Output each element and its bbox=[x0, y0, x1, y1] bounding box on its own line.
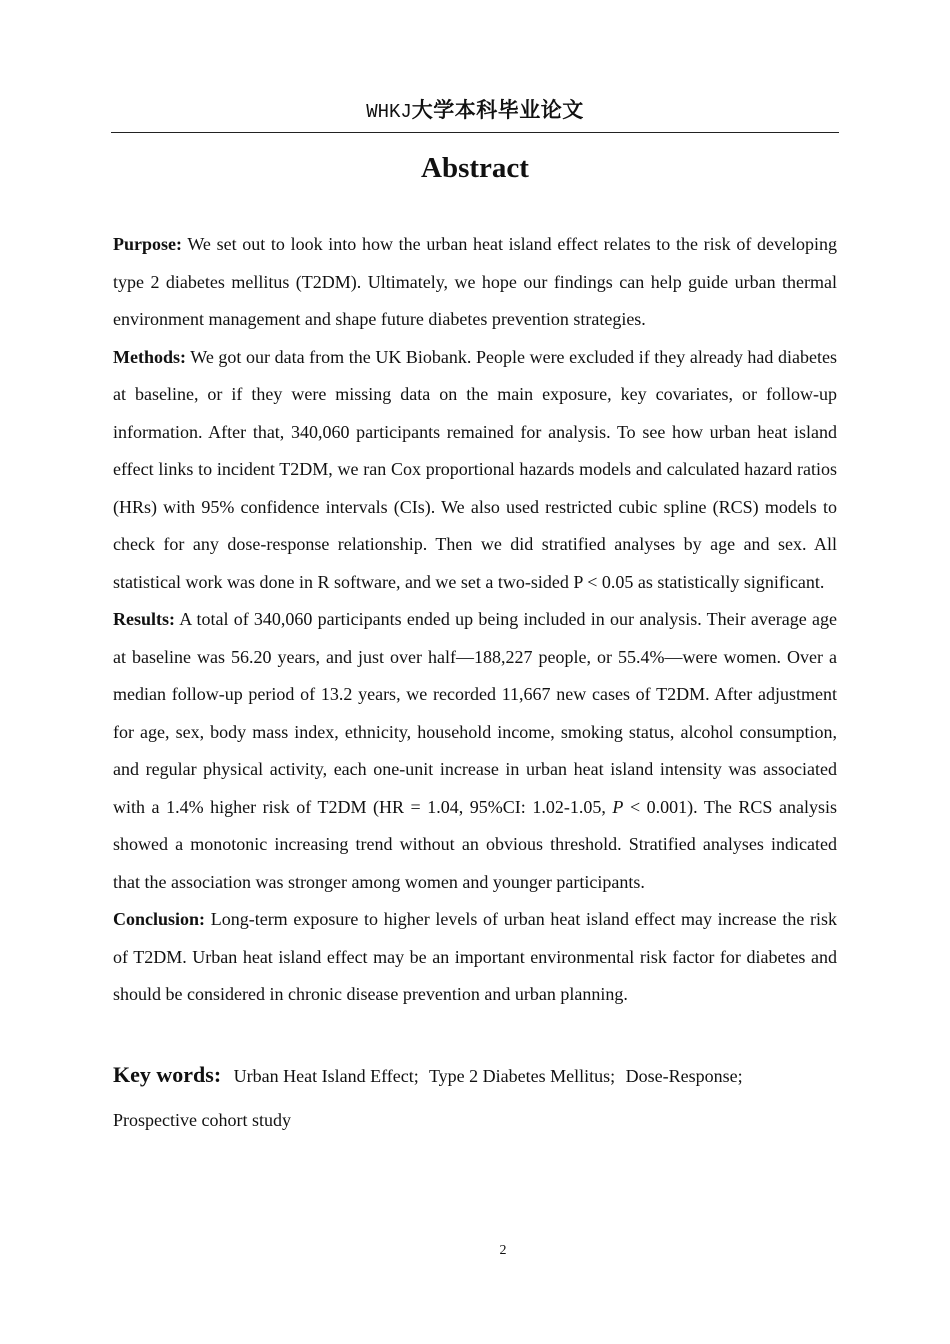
conclusion-text: Long-term exposure to higher levels of urban heat island effect may increase the risk of T2DM. Urban heat island effect may be an important environmental risk factor for diabetes and should be considered in chronic disease prevention and urban planning. bbox=[113, 909, 837, 1004]
keyword-item: Type 2 Diabetes Mellitus; bbox=[428, 1066, 616, 1086]
methods-label: Methods: bbox=[113, 346, 186, 367]
purpose-label: Purpose: bbox=[113, 234, 182, 254]
purpose-text: We set out to look into how the urban heat island effect relates to the risk of developing type 2 diabetes mellitus (T2DM). Ultimately, we hope our findings can help guide urban thermal environment management and shape future diabetes prevention strategies. bbox=[113, 234, 837, 329]
page-title: Abstract bbox=[421, 152, 529, 184]
results-text-before: A total of 340,060 participants ended up being included in our analysis. Their average age at baseline was 56.20 years, and just over half—188,227 people, or 55.4%—were women. Over a median follow-up period of 13.2 years, we recorded 11,667 new cases of T2DM. After adjustment for age, sex, body mass index, ethnicity, household income, smoking status, alcohol consumption, and regular physical activity, each one-unit increase in urban heat island intensity was associated with a 1.4% higher risk of T2DM (HR = 1.04, 95%CI: 1.02-1.05, bbox=[113, 609, 837, 817]
header-rule bbox=[111, 132, 839, 133]
keyword-item: Prospective cohort study bbox=[113, 1110, 291, 1130]
methods-text: We got our data from the UK Biobank. People were excluded if they already had diabetes at baseline, or if they were missing data on the main exposure, key covariates, or follow-up information. After that, 340,060 participants remained for analysis. To see how urban heat island effect links to incident T2DM, we ran Cox proportional hazards models and calculated hazard ratios (HRs) with 95% confidence intervals (CIs). We also used restricted cubic spline (RCS) models to check for any dose-response relationship. Then we did stratified analyses by age and sex. All statistical work was done in R software, and we set a two-sided P < 0.05 as statistically significant. bbox=[113, 346, 837, 592]
keywords-label: Key words: bbox=[113, 1062, 222, 1087]
conclusion-paragraph bbox=[113, 901, 837, 1014]
results-text-after: < 0.001). The RCS analysis showed a monotonic increasing trend without an obvious threshold. Stratified analyses indicated that the association was stronger among women and younger participants. bbox=[113, 796, 837, 892]
results-label: Results: bbox=[113, 609, 175, 629]
methods-paragraph bbox=[113, 339, 837, 602]
running-header bbox=[0, 94, 950, 124]
page-number: 2 bbox=[499, 1243, 507, 1258]
keywords-block bbox=[113, 1053, 837, 1142]
results-p-symbol: P bbox=[612, 796, 624, 817]
purpose-paragraph bbox=[113, 226, 837, 339]
keyword-item: Dose-Response; bbox=[625, 1066, 743, 1086]
results-paragraph bbox=[113, 601, 837, 901]
header-latin: WHKJ bbox=[366, 101, 412, 123]
conclusion-label: Conclusion: bbox=[113, 909, 206, 929]
keyword-item: Urban Heat Island Effect; bbox=[233, 1066, 419, 1086]
abstract-body bbox=[113, 226, 837, 1014]
header-cjk: 大学本科毕业论文 bbox=[411, 98, 584, 122]
